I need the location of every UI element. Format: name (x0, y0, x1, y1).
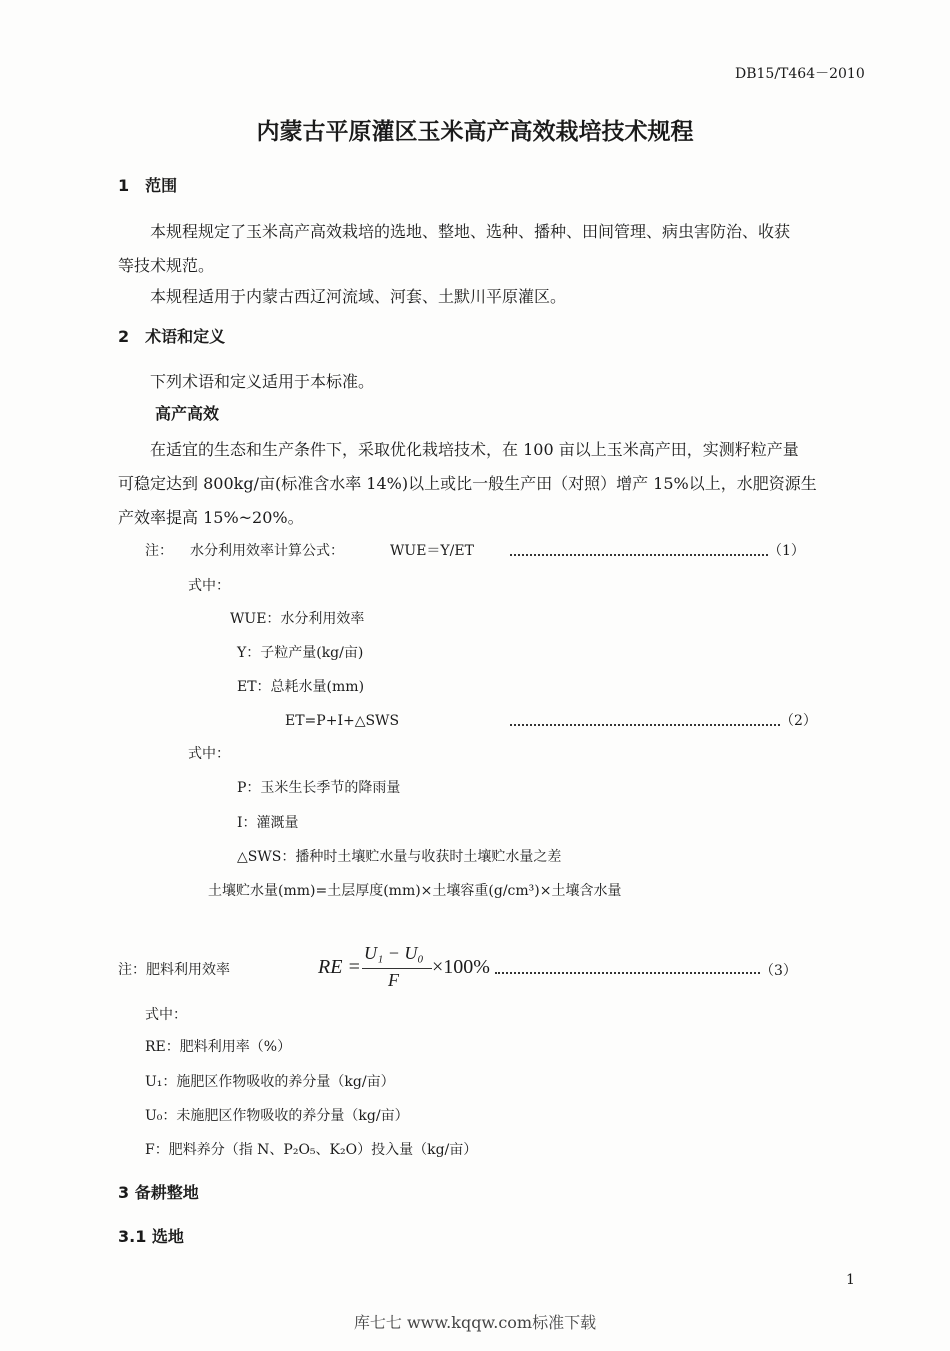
equation-number: （3） (760, 963, 797, 979)
paragraph: 产效率提高 15%~20%。 (118, 508, 304, 527)
paragraph: 本规程适用于内蒙古西辽河流域、河套、土默川平原灌区。 (150, 287, 567, 306)
definition: I：灌溉量 (237, 815, 299, 831)
definition: ET：总耗水量(mm) (237, 679, 365, 695)
definition: △SWS：播种时土壤贮水量与收获时土壤贮水量之差 (237, 849, 562, 865)
formula-soil-water: 土壤贮水量(mm)=土层厚度(mm)×土壤容重(g/cm³)×土壤含水量 (208, 883, 622, 899)
formula-re-lhs: RE = (318, 956, 361, 978)
section-2-heading: 2 术语和定义 (118, 327, 226, 346)
paragraph: 本规程规定了玉米高产高效栽培的选地、整地、选种、播种、田间管理、病虫害防治、收获 (150, 222, 791, 241)
formula-re-rhs: ×100% (432, 956, 490, 978)
definition: Y：子粒产量(kg/亩) (237, 645, 364, 661)
where-label: 式中： (188, 578, 230, 594)
watermark-link[interactable]: 库七七 www.kqqw.com标准下载 (353, 1313, 597, 1332)
where-label: 式中： (188, 746, 230, 762)
note-label: 注：肥料利用效率 (118, 962, 230, 978)
paragraph: 下列术语和定义适用于本标准。 (150, 372, 375, 391)
formula-re-denominator: F (388, 970, 399, 990)
page-title: 内蒙古平原灌区玉米高产高效栽培技术规程 (256, 119, 694, 145)
paragraph: 可稳定达到 800kg/亩(标准含水率 14%)以上或比一般生产田（对照）增产 15%以上，水肥资源生 (118, 474, 817, 493)
subsection-heading: 3.1 选地 (118, 1227, 184, 1246)
page-number: 1 (846, 1272, 855, 1288)
section-1-heading: 1 范围 (118, 176, 178, 195)
definition: WUE：水分利用效率 (230, 611, 365, 627)
definition: U₀：未施肥区作物吸收的养分量（kg/亩） (145, 1108, 409, 1124)
section-3-heading: 3 备耕整地 (118, 1183, 199, 1202)
where-label: 式中： (145, 1007, 187, 1023)
standard-code: DB15/T464－2010 (735, 66, 865, 82)
definition: U₁：施肥区作物吸收的养分量（kg/亩） (145, 1074, 395, 1090)
formula-et: ET=P+I+△SWS (285, 713, 400, 729)
definition: F：肥料养分（指 N、P₂O₅、K₂O）投入量（kg/亩） (145, 1142, 478, 1158)
paragraph: 在适宜的生态和生产条件下，采取优化栽培技术，在 100 亩以上玉米高产田，实测籽粒产量 (150, 440, 799, 459)
note-text: 水分利用效率计算公式： (190, 543, 344, 559)
term-heading: 高产高效 (155, 404, 220, 423)
equation-number: （1） (768, 543, 805, 559)
formula-wue: WUE＝Y/ET (390, 543, 474, 559)
definition: RE：肥料利用率（%） (145, 1039, 292, 1055)
formula-re-numerator: U₁ − U₀ (364, 943, 424, 963)
paragraph: 等技术规范。 (118, 256, 215, 275)
definition: P：玉米生长季节的降雨量 (237, 780, 401, 796)
note-label: 注： (145, 543, 173, 559)
equation-number: （2） (780, 713, 817, 729)
